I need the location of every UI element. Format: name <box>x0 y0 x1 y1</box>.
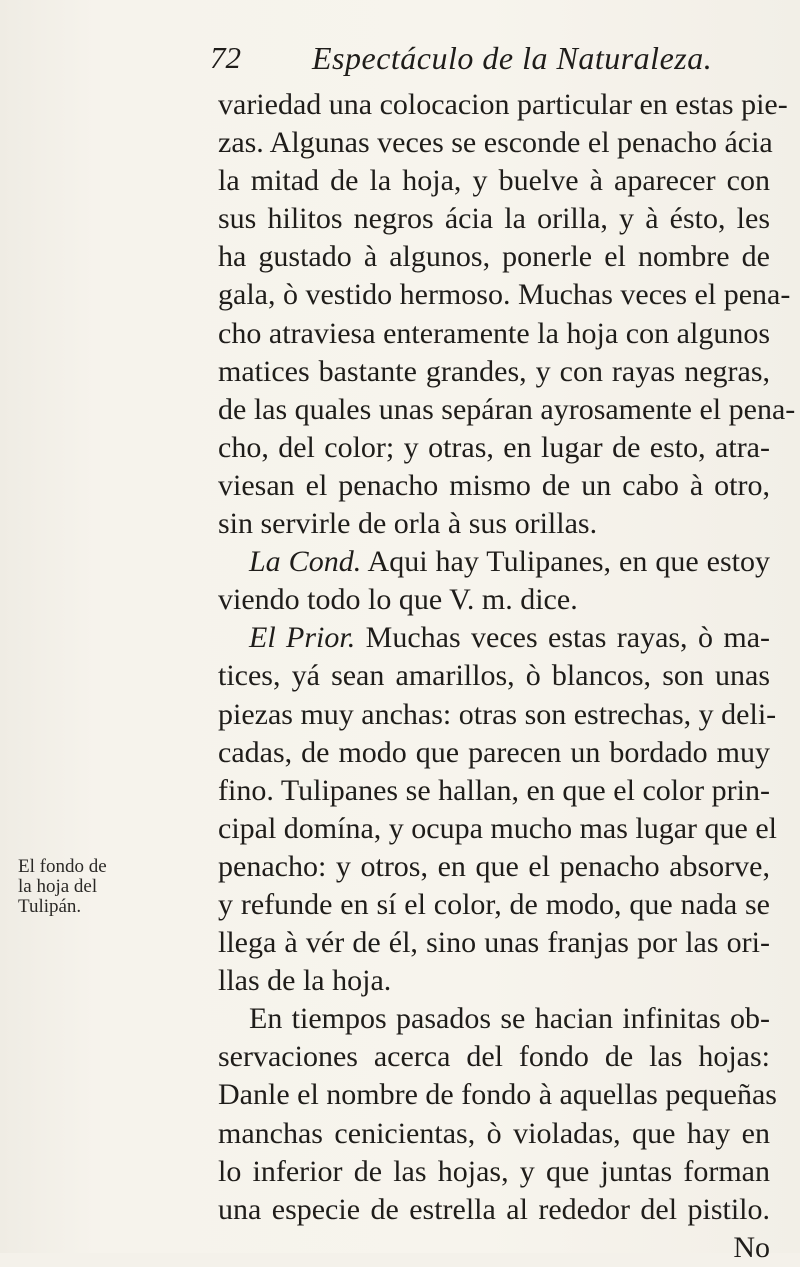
text-line: penacho: y otros, en que el penacho absorve, <box>218 849 770 883</box>
speaker-la-cond: La Cond. <box>249 545 362 579</box>
text-line: sus hilitos negros ácia la orilla, y à ésto, les <box>218 202 770 236</box>
text-line: viendo todo lo que V. m. dice. <box>218 583 578 617</box>
text-line: Danle el nombre de fondo à aquellas pequeñas <box>218 1078 777 1112</box>
dialogue-line-prior <box>218 619 770 657</box>
speaker-el-prior: El Prior. <box>249 621 356 655</box>
text-line: piezas muy anchas: otras son estrechas, y deli- <box>218 697 777 731</box>
text-line: lo inferior de las hojas, y que juntas forman <box>218 1154 770 1188</box>
text-line: servaciones acerca del fondo de las hojas: <box>218 1040 770 1074</box>
text-line: viesan el penacho mismo de un cabo à otro, <box>218 468 770 502</box>
text-line: manchas cenicientas, ò violadas, que hay en <box>218 1116 770 1150</box>
text-line: cho atraviesa enteramente la hoja con algunos <box>218 316 770 350</box>
margin-note <box>18 857 168 917</box>
text-line: sin servirle de orla à sus orillas. <box>218 507 598 541</box>
text-line: cipal domína, y ocupa mucho mas lugar que el <box>218 811 777 845</box>
dialogue-text: Aqui hay Tulipanes, en que estoy <box>367 545 770 579</box>
text-line: En tiempos pasados se hacian infinitas ob- <box>249 1002 770 1036</box>
text-line: cho, del color; y otras, en lugar de esto, atra- <box>218 430 770 464</box>
margin-note-line: Tulipán. <box>18 896 82 917</box>
text-line: matices bastante grandes, y con rayas negras, <box>218 354 770 388</box>
page-header <box>210 40 770 84</box>
text-line: ha gustado à algunos, ponerle el nombre de <box>218 240 770 274</box>
text-line: fino. Tulipanes se hallan, en que el color prin- <box>218 773 770 807</box>
dialogue-text: Muchas veces estas rayas, ò ma- <box>365 621 770 655</box>
text-line: llega à vér de él, sino unas franjas por las ori- <box>218 926 770 960</box>
text-line: la mitad de la hoja, y buelve à aparecer con <box>218 164 770 198</box>
text-line: variedad una colocacion particular en estas pie- <box>218 88 788 121</box>
margin-note-line: la hoja del <box>18 876 98 897</box>
dialogue-line-cond <box>218 543 770 581</box>
text-line: llas de la hoja. <box>218 964 392 998</box>
text-line: de las quales unas sepáran ayrosamente el pena- <box>218 392 796 426</box>
page-number: 72 <box>210 40 241 75</box>
margin-note-line: El fondo de <box>18 856 107 877</box>
text-line: tices, yá sean amarillos, ò blancos, son unas <box>218 659 770 693</box>
text-line: una especie de estrella al rededor del pistilo. <box>218 1192 770 1226</box>
body-text <box>218 86 796 1267</box>
catchword: No <box>733 1230 770 1264</box>
text-line: zas. Algunas veces se esconde el penacho ácia <box>218 126 773 160</box>
text-line: cadas, de modo que parecen un bordado muy <box>218 735 770 769</box>
text-line: y refunde en sí el color, de modo, que nada se <box>218 887 770 921</box>
text-line: gala, ò vestido hermoso. Muchas veces el pena- <box>218 278 791 312</box>
running-title: Espectáculo de la Naturaleza. <box>312 40 713 76</box>
